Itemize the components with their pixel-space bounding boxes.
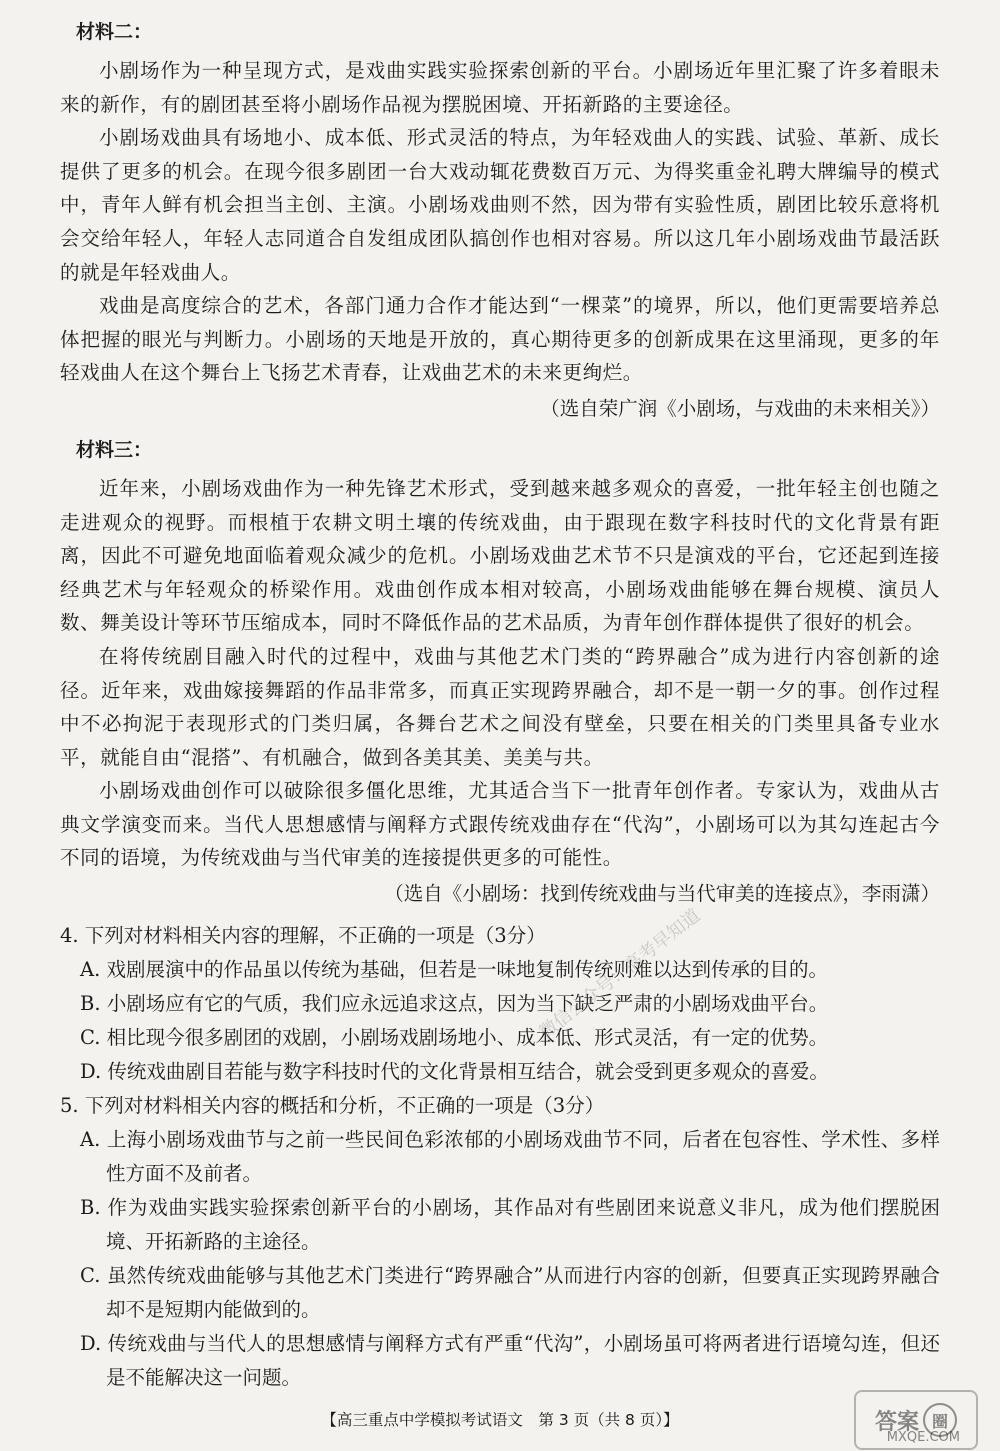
page-content	[60, 16, 940, 1395]
material2-paragraph: 小剧场戏曲具有场地小、成本低、形式灵活的特点，为年轻戏曲人的实践、试验、革新、成长提供了更多的机会。在现今很多剧团一台大戏动辄花费数百万元、为得奖重金礼聘大牌编导的模式中，青年人鲜有机会担当主创、主演。小剧场戏曲则不然，因为带有实验性质，剧团比较乐意将机会交给年轻人，年轻人志同道合自发组成团队搞创作也相对容易。所以这几年小剧场戏曲节最活跃的就是年轻戏曲人。	[60, 126, 940, 284]
watermark: 微信公众号：高考早知道	[535, 904, 705, 1044]
material3-paragraph: 小剧场戏曲创作可以破除很多僵化思维，尤其适合当下一批青年创作者。专家认为，戏曲从古典文学演变而来。当代人思想感情与阐释方式跟传统戏曲存在“代沟”，小剧场可以为其勾连起古今不同的语境，为传统戏曲与当代审美的连接提供更多的可能性。	[60, 779, 940, 870]
question4-option-a: A. 戏剧展演中的作品虽以传统为基础，但若是一味地复制传统则难以达到传承的目的。	[80, 958, 828, 982]
material2-heading: 材料二：	[76, 21, 153, 43]
question5-stem: 5. 下列对材料相关内容的概括和分析，不正确的一项是（3分）	[60, 1094, 605, 1118]
logo-circle-icon: 圈	[923, 1403, 957, 1437]
question5-option-a: A. 上海小剧场戏曲节与之前一些民间色彩浓郁的小剧场戏曲节不同，后者在包容性、学术性、多样性方面不及前者。	[80, 1128, 940, 1186]
material2-source: （选自荣广润《小剧场，与戏曲的未来相关》）	[540, 396, 940, 420]
logo-subtext: MXQE.COM	[886, 1430, 960, 1445]
material3-paragraph: 在将传统剧目融入时代的过程中，戏曲与其他艺术门类的“跨界融合”成为进行内容创新的途径。近年来，戏曲嫁接舞蹈的作品非常多，而真正实现跨界融合，却不是一朝一夕的事。创作过程中不必拘泥于表现形式的门类归属，各舞台艺术之间没有壁垒，只要在相关的门类里具备专业水平，就能自由“混搭”、有机融合，做到各美其美、美美与共。	[60, 644, 940, 769]
material2-paragraph: 小剧场作为一种呈现方式，是戏曲实践实验探索创新的平台。小剧场近年里汇聚了许多着眼未来的新作，有的剧团甚至将小剧场作品视为摆脱困境、开拓新路的主要途径。	[60, 59, 940, 116]
question5-option-b: B. 作为戏曲实践实验探索创新平台的小剧场，其作品对有些剧团来说意义非凡，成为他们摆脱困境、开拓新路的主途径。	[80, 1196, 940, 1254]
material2-paragraph: 戏曲是高度综合的艺术，各部门通力合作才能达到“一棵菜”的境界，所以，他们更需要培养总体把握的眼光与判断力。小剧场的天地是开放的，真心期待更多的创新成果在这里涌现，更多的年轻戏曲人在这个舞台上飞扬艺术青春，让戏曲艺术的未来更绚烂。	[60, 294, 940, 385]
question4-option-d: D. 传统戏曲剧目若能与数字科技时代的文化背景相互结合，就会受到更多观众的喜爱。	[80, 1060, 829, 1084]
material3-paragraph: 近年来，小剧场戏曲作为一种先锋艺术形式，受到越来越多观众的喜爱，一批年轻主创也随之走进观众的视野。而根植于农耕文明土壤的传统戏曲，由于跟现在数字科技时代的文化背景有距离，因此不可避免地面临着观众减少的危机。小剧场戏曲艺术节不只是演戏的平台，它还起到连接经典艺术与年轻观众的桥梁作用。戏曲创作成本相对较高，小剧场戏曲能够在舞台规模、演员人数、舞美设计等环节压缩成本，同时不降低作品的艺术品质，为青年创作群体提供了很好的机会。	[60, 476, 940, 635]
question4-option-b: B. 小剧场应有它的气质，我们应永远追求这点，因为当下缺乏严肃的小剧场戏曲平台。	[80, 992, 829, 1016]
material3-heading: 材料三：	[76, 438, 153, 461]
question4-stem: 4. 下列对材料相关内容的理解，不正确的一项是（3分）	[60, 924, 546, 948]
question4-option-c: C. 相比现今很多剧团的戏剧，小剧场戏剧场地小、成本低、形式灵活，有一定的优势。	[80, 1026, 829, 1050]
page-footer: 【高三重点中学模拟考试语文 第 3 页（共 8 页）】	[321, 1411, 679, 1429]
logo-text: 答案	[874, 1409, 919, 1435]
material3-source: （选自《小剧场：找到传统戏曲与当代审美的连接点》，李雨潇）	[384, 882, 940, 906]
question5-option-c: C. 虽然传统戏曲能够与其他艺术门类进行“跨界融合”从而进行内容的创新，但要真正实现跨界融合却不是短期内能做到的。	[80, 1264, 940, 1322]
question5-option-d: D. 传统戏曲与当代人的思想感情与阐释方式有严重“代沟”，小剧场虽可将两者进行语境勾连，但还是不能解决这一问题。	[80, 1332, 940, 1390]
